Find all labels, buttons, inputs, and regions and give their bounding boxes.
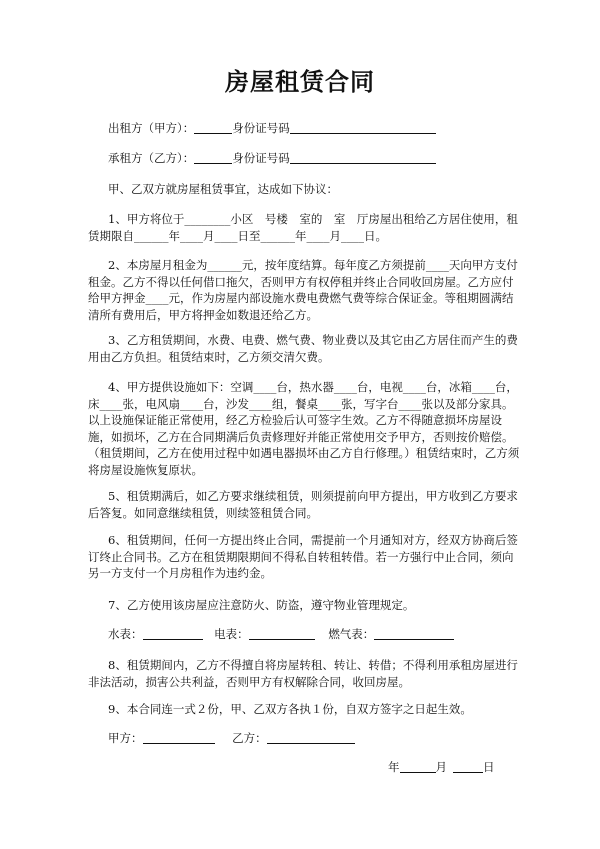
date-day-label: 日 [483,760,495,774]
clause-2: 2、本房屋月租金为______元，按年度结算。每年度乙方须提前____天向甲方支付租金。乙方不得以任何借口拖欠，否则甲方有权停租并终止合同收回房屋。乙方应付给甲方押金____元，作为房屋内部设施水费电费燃气费等综合保证金。等租期圆满结清所有费用后，甲方将押金如数退还给乙方。 [88,258,518,322]
lessor-id-label: 身份证号码 [232,121,290,135]
clause-8: 8、租赁期间内，乙方不得擅自将房屋转租、转让、转借；不得利用承租房屋进行非法活动，损害公共利益，否则甲方有权解除合同，收回房屋。 [88,658,518,689]
party-a-signature-blank[interactable] [143,731,215,744]
lessee-row [108,151,436,165]
lessee-name-blank[interactable] [194,151,232,164]
electric-meter-label: 电表： [214,627,249,641]
date-month-blank[interactable] [400,760,436,773]
electric-meter-blank[interactable] [249,627,315,640]
lessor-row [108,121,436,135]
lessee-id-label: 身份证号码 [232,151,290,165]
water-meter-label: 水表： [108,627,143,641]
clause-7: 7、乙方使用该房屋应注意防火、防盗，遵守物业管理规定。 [108,598,415,612]
clause-9: 9、本合同连一式２份，甲、乙双方各执１份，自双方签字之日起生效。 [108,702,472,716]
date-day-blank[interactable] [453,760,483,773]
clause-1: 1、甲方将位于________小区 号楼 室的 室 厅房屋出租给乙方居住使用，租赁期限自______年____月____日至______年____月____日。 [88,212,518,243]
clause-3: 3、乙方租赁期间，水费、电费、燃气费、物业费以及其它由乙方居住而产生的费用由乙方负担。租赁结束时，乙方须交清欠费。 [88,333,518,364]
signature-row [108,731,355,745]
party-b-label: 乙方： [232,731,267,745]
lessee-label: 承租方（乙方）： [108,151,195,165]
date-year-label: 年 [388,760,400,774]
contract-title: 房屋租赁合同 [225,67,375,96]
water-meter-blank[interactable] [143,627,203,640]
intro-text: 甲、乙双方就房屋租赁事宜，达成如下协议： [108,182,338,196]
party-b-signature-blank[interactable] [267,731,355,744]
lessor-label: 出租方（甲方）： [108,121,195,135]
meters-row [108,627,454,641]
lessee-id-blank[interactable] [290,151,436,164]
clause-5: 5、租赁期满后，如乙方要求继续租赁，则须提前向甲方提出，甲方收到乙方要求后答复。如同意继续租赁，则续签租赁合同。 [88,489,518,520]
date-row [388,760,495,774]
lessor-name-blank[interactable] [194,121,232,134]
gas-meter-blank[interactable] [374,627,454,640]
party-a-label: 甲方： [108,731,143,745]
gas-meter-label: 燃气表： [328,627,375,641]
clause-4: 4、甲方提供设施如下：空调____台，热水器____台，电视____台，冰箱____台，床____张，电风扇____台，沙发____组，餐桌____张，写字台____张以及部分家具。以上设施保证能正常使用，经乙方检验后认可签字生效。乙方不得随意损坏房屋设施，如损坏，乙方在合同期满后负责修理好并能正常使用交予甲方，否则按价赔偿。（租赁期间，乙方在使用过程中如遇电器损坏由乙方自行修理。）租赁结束时，乙方须将房屋设施恢复原状。 [88,380,520,477]
clause-6: 6、租赁期间，任何一方提出终止合同，需提前一个月通知对方，经双方协商后签订终止合同书。乙方在租赁期限期间不得私自转租转借。若一方强行中止合同，须向另一方支付一个月房租作为违约金。 [88,533,518,580]
lessor-id-blank[interactable] [290,121,436,134]
date-month-label: 月 [435,760,447,774]
